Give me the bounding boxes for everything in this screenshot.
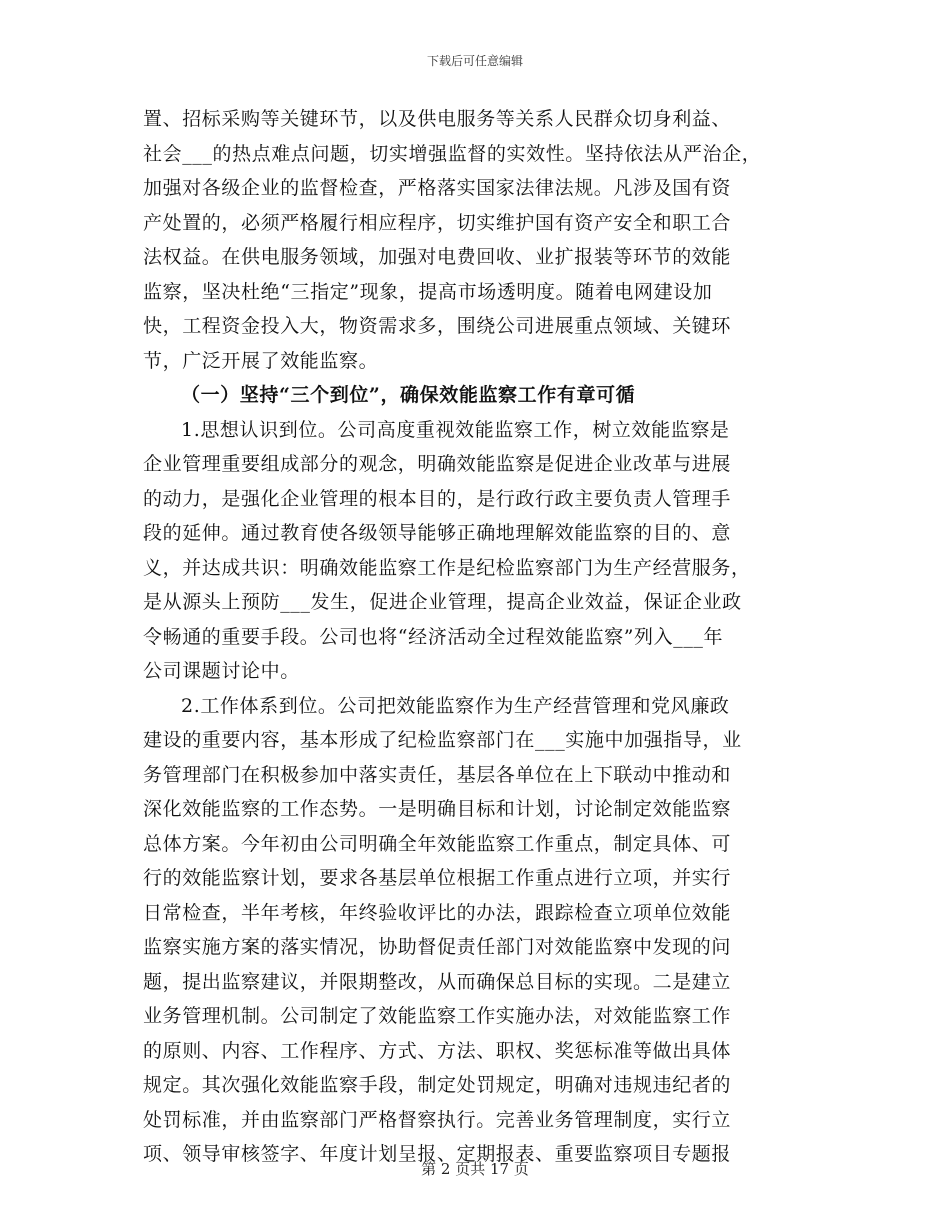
text-line: 产处置的，必须严格履行相应程序，切实维护国有资产安全和职工合 xyxy=(143,211,732,234)
text-line: 总体方案。今年初由公司明确全年效能监察工作重点，制定具体、可 xyxy=(143,832,732,855)
section-heading: （一）坚持“三个到位”，确保效能监察工作有章可循 xyxy=(181,384,636,406)
text-line: 题，提出监察建议，并限期整改，从而确保总目标的实现。二是建立 xyxy=(143,970,732,993)
text-line: 的动力，是强化企业管理的根本目的，是行政行政主要负责人管理手 xyxy=(143,487,732,510)
document-body xyxy=(143,102,807,1172)
text-line: 企业管理重要组成部分的观念，明确效能监察是促进企业改革与进展 xyxy=(143,453,732,475)
text-line: 深化效能监察的工作态势。一是明确目标和计划，讨论制定效能监察 xyxy=(143,798,732,820)
text-line: 法权益。在供电服务领域，加强对电费回收、业扩报装等环节的效能 xyxy=(143,246,732,268)
text-line: 项、领导审核签字、年度计划呈报、定期报表、重要监察项目专题报 xyxy=(143,1143,732,1165)
text-line: 业务管理机制。公司制定了效能监察工作实施办法，对效能监察工作 xyxy=(143,1005,732,1027)
text-line: 置、招标采购等关键环节，以及供电服务等关系人民群众切身利益、 xyxy=(143,108,732,130)
text-line: 1.思想认识到位。公司高度重视效能监察工作，树立效能监察是 xyxy=(181,418,730,441)
text-line: 节，广泛开展了效能监察。 xyxy=(143,349,379,372)
page-header-note: 下载后可任意编辑 xyxy=(426,54,523,68)
text-line: 日常检查，半年考核，年终验收评比的办法，跟踪检查立项单位效能 xyxy=(143,901,732,924)
text-line: 段的延伸。通过教育使各级领导能够正确地理解效能监察的目的、意 xyxy=(143,522,732,544)
text-line: 快，工程资金投入大，物资需求多，围绕公司进展重点领域、关键环 xyxy=(143,315,732,337)
text-line: 2.工作体系到位。公司把效能监察作为生产经营管理和党风廉政 xyxy=(181,694,730,717)
text-line: 务管理部门在积极参加中落实责任，基层各单位在上下联动中推动和 xyxy=(143,763,732,786)
text-line: 监察，坚决杜绝“三指定”现象，提高市场透明度。随着电网建设加 xyxy=(143,280,713,303)
text-line: 是从源头上预防___发生，促进企业管理，提高企业效益，保证企业政 xyxy=(143,591,742,613)
text-line: 社会___的热点难点问题，切实增强监督的实效性。坚持依法从严治企， xyxy=(143,142,762,165)
text-line: 的原则、内容、工作程序、方式、方法、职权、奖惩标准等做出具体 xyxy=(143,1039,732,1062)
text-line: 令畅通的重要手段。公司也将“经济活动全过程效能监察”列入___年 xyxy=(143,625,724,648)
text-line: 监察实施方案的落实情况，协助督促责任部门对效能监察中发现的问 xyxy=(143,936,732,958)
text-line: 建设的重要内容，基本形成了纪检监察部门在___实施中加强指导，业 xyxy=(143,729,742,751)
text-line: 义，并达成共识：明确效能监察工作是纪检监察部门为生产经营服务， xyxy=(143,556,751,579)
text-line: 处罚标准，并由监察部门严格督察执行。完善业务管理制度，实行立 xyxy=(143,1108,732,1131)
text-line: 行的效能监察计划，要求各基层单位根据工作重点进行立项，并实行 xyxy=(143,867,732,889)
text-line: 加强对各级企业的监督检查，严格落实国家法律法规。凡涉及国有资 xyxy=(143,177,732,199)
page-number: 第 2 页共 17 页 xyxy=(421,1160,529,1178)
text-line: 规定。其次强化效能监察手段，制定处罚规定，明确对违规违纪者的 xyxy=(143,1074,732,1096)
text-line: 公司课题讨论中。 xyxy=(143,660,300,682)
